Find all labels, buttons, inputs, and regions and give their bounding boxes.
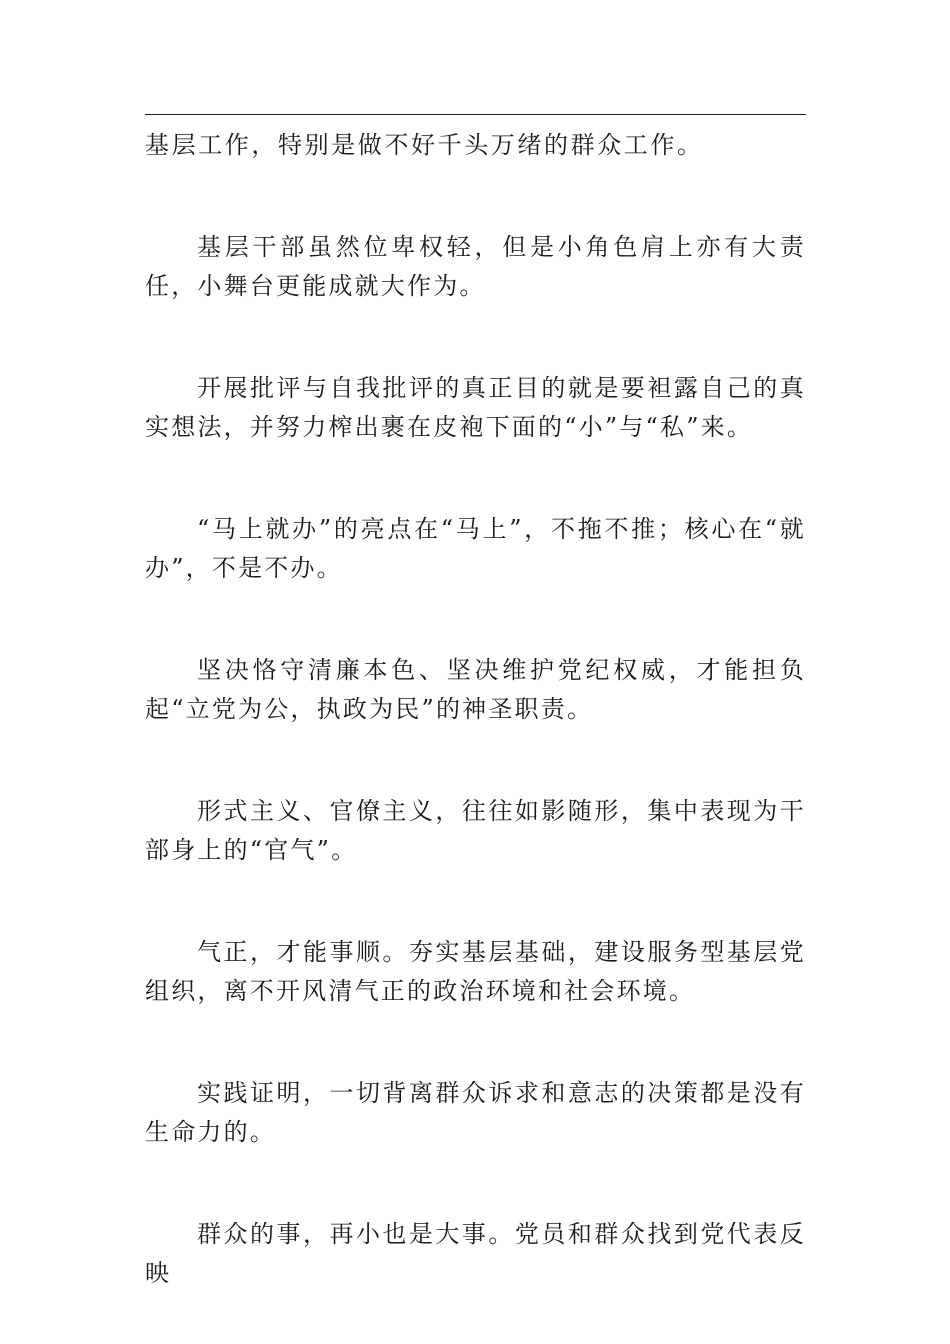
paragraph: 气正，才能事顺。夯实基层基础，建设服务型基层党组织，离不开风清气正的政治环境和社会环境。: [145, 938, 806, 1005]
paragraph: 形式主义、官僚主义，往往如影随形，集中表现为干部身上的“官气”。: [145, 797, 806, 864]
paragraph: 开展批评与自我批评的真正目的就是要袒露自己的真实想法，并努力榨出裹在皮袍下面的“小”与“私”来。: [145, 374, 806, 441]
paragraph: “马上就办”的亮点在“马上”，不拖不推；核心在“就办”，不是不办。: [145, 515, 806, 582]
paragraph-continuation: 基层工作，特别是做不好千头万绪的群众工作。: [145, 131, 704, 159]
document-body: [145, 126, 806, 1293]
paragraph: 群众的事，再小也是大事。党员和群众找到党代表反映: [145, 1220, 806, 1287]
paragraph: 坚决恪守清廉本色、坚决维护党纪权威，才能担负起“立党为公，执政为民”的神圣职责。: [145, 656, 806, 723]
paragraph: 实践证明，一切背离群众诉求和意志的决策都是没有生命力的。: [145, 1079, 806, 1146]
header-rule: [145, 114, 806, 115]
paragraph: 基层干部虽然位卑权轻，但是小角色肩上亦有大责任，小舞台更能成就大作为。: [145, 233, 806, 300]
